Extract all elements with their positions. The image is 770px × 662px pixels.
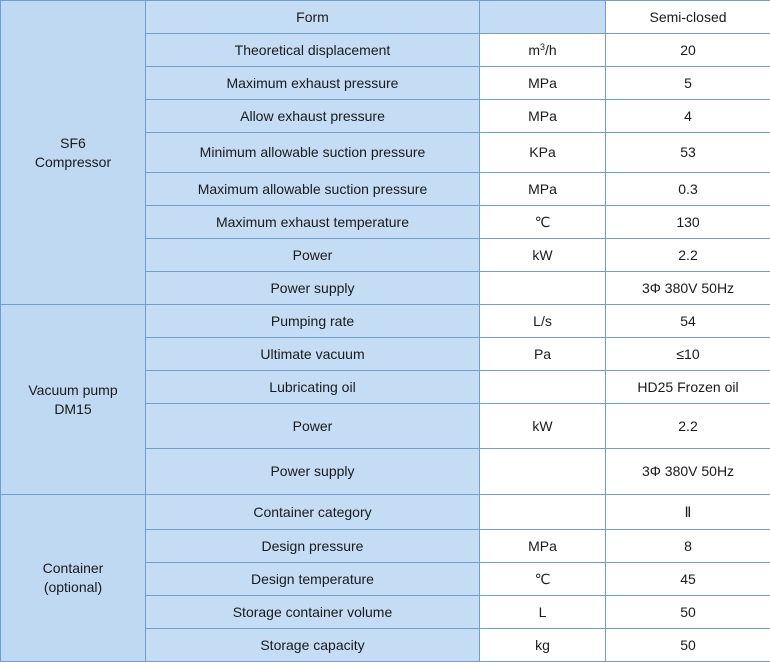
unit-cell: MPa (480, 530, 606, 563)
unit-superscript: 3 (540, 42, 545, 52)
param-cell: Allow exhaust pressure (146, 100, 480, 133)
group-cell-sf6-compressor (1, 1, 146, 305)
unit-cell: ℃ (480, 206, 606, 239)
param-cell: Container category (146, 495, 480, 530)
param-cell: Lubricating oil (146, 371, 480, 404)
header-unit (480, 1, 606, 34)
value-cell: 45 (606, 563, 770, 596)
value-cell: 8 (606, 530, 770, 563)
unit-base: m (528, 42, 540, 58)
param-cell: Maximum exhaust pressure (146, 67, 480, 100)
param-cell: Pumping rate (146, 305, 480, 338)
group-title-line: DM15 (54, 401, 91, 417)
unit-cell: KPa (480, 133, 606, 173)
table-row (1, 305, 770, 338)
unit-cell: kW (480, 404, 606, 449)
unit-cell (480, 449, 606, 495)
group-title-line: Vacuum pump (28, 382, 117, 398)
value-cell: 20 (606, 34, 770, 67)
param-cell: Power supply (146, 449, 480, 495)
unit-suffix: /h (545, 42, 557, 58)
group-title-line: SF6 (60, 135, 86, 151)
unit-cell (480, 495, 606, 530)
value-cell: ≤10 (606, 338, 770, 371)
param-cell: Design temperature (146, 563, 480, 596)
header-row (1, 1, 770, 34)
unit-cell (480, 34, 606, 67)
group-cell-vacuum-pump (1, 305, 146, 495)
unit-cell: kg (480, 629, 606, 662)
value-cell: 54 (606, 305, 770, 338)
value-cell: 3Φ 380V 50Hz (606, 449, 770, 495)
unit-cell: MPa (480, 173, 606, 206)
value-cell: 53 (606, 133, 770, 173)
value-cell: 50 (606, 629, 770, 662)
param-cell: Minimum allowable suction pressure (146, 133, 480, 173)
param-cell: Power (146, 404, 480, 449)
unit-cell: kW (480, 239, 606, 272)
unit-cell (480, 371, 606, 404)
value-cell: 130 (606, 206, 770, 239)
value-cell: 0.3 (606, 173, 770, 206)
unit-cell: MPa (480, 67, 606, 100)
param-cell: Maximum allowable suction pressure (146, 173, 480, 206)
param-cell: Ultimate vacuum (146, 338, 480, 371)
param-cell: Power supply (146, 272, 480, 305)
header-value: Semi-closed (606, 1, 770, 34)
value-cell: 4 (606, 100, 770, 133)
unit-cell (480, 272, 606, 305)
param-cell: Power (146, 239, 480, 272)
header-param: Form (146, 1, 480, 34)
unit-cell: L (480, 596, 606, 629)
param-cell: Design pressure (146, 530, 480, 563)
param-cell: Maximum exhaust temperature (146, 206, 480, 239)
value-cell: HD25 Frozen oil (606, 371, 770, 404)
value-cell: 2.2 (606, 404, 770, 449)
value-cell: 50 (606, 596, 770, 629)
unit-cell: Pa (480, 338, 606, 371)
param-cell: Theoretical displacement (146, 34, 480, 67)
unit-cell: ℃ (480, 563, 606, 596)
value-cell: 5 (606, 67, 770, 100)
unit-cell: L/s (480, 305, 606, 338)
group-title-line: Container (43, 560, 104, 576)
value-cell: Ⅱ (606, 495, 770, 530)
value-cell: 2.2 (606, 239, 770, 272)
unit-cell: MPa (480, 100, 606, 133)
group-title-line: Compressor (35, 154, 111, 170)
param-cell: Storage container volume (146, 596, 480, 629)
table-row (1, 495, 770, 530)
value-cell: 3Φ 380V 50Hz (606, 272, 770, 305)
group-cell-container (1, 495, 146, 662)
group-title-line: (optional) (44, 579, 102, 595)
param-cell: Storage capacity (146, 629, 480, 662)
